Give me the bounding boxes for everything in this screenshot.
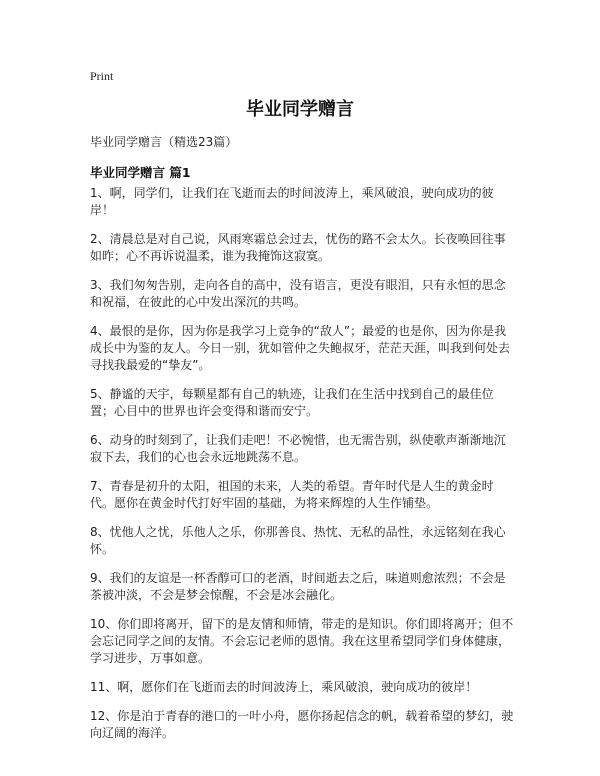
list-item: 3、我们匆匆告别，走向各自的高中，没有语言，更没有眼泪，只有永恒的思念和祝福，在彼此的心中发出深沉的共鸣。 [90, 278, 506, 309]
section-heading: 毕业同学赠言 篇1 [90, 165, 191, 180]
list-item: 5、静谧的天宇，每颗星都有自己的轨迹，让我们在生活中找到自己的最佳位置；心目中的世界也许会变得和谐而安宁。 [90, 387, 494, 418]
list-item: 10、你们即将离开，留下的是友情和师情，带走的是知识。你们即将离开；但不会忘记同学之间的友情。不会忘记老师的恩情。我在这里希望同学们身体健康，学习进步，万事如意。 [90, 617, 514, 665]
list-item: 4、最恨的是你，因为你是我学习上竞争的“敌人”；最爱的也是你，因为你是我成长中为鉴的友人。今日一别，犹如管仲之失鲍叔牙，茫茫天涯，叫我到何处去寻找我最爱的“挚友”。 [90, 324, 511, 372]
page-title: 毕业同学赠言 [246, 99, 354, 120]
list-item: 8、忧他人之忧，乐他人之乐，你那善良、热忱、无私的品性，永远铭刻在我心怀。 [90, 525, 506, 556]
document-subtitle: 毕业同学赠言（精选23篇） [90, 135, 238, 149]
print-link[interactable]: Print [90, 69, 114, 83]
list-item: 11、啊，愿你们在飞逝而去的时间波涛上，乘风破浪，驶向成功的彼岸！ [90, 680, 478, 694]
list-item: 6、动身的时刻到了，让我们走吧！不必惋惜，也无需告别，纵使歌声渐渐地沉寂下去，我们的心也会永远地跳荡不息。 [90, 433, 506, 464]
list-item: 12、你是泊于青春的港口的一叶小舟，愿你扬起信念的帆，载着希望的梦幻，驶向辽阔的海洋。 [90, 709, 514, 740]
list-item: 2、清晨总是对自己说，风雨寒霜总会过去，忧伤的路不会太久。长夜唤回往事如昨；心不再诉说温柔，谁为我掩饰这寂寞。 [90, 232, 506, 263]
message-list [90, 185, 515, 754]
list-item: 9、我们的友谊是一杯香醇可口的老酒，时间逝去之后，味道则愈浓烈；不会是茶被冲淡，不会是梦会惊醒，不会是冰会融化。 [90, 571, 506, 602]
list-item: 1、啊，同学们，让我们在飞逝而去的时间波涛上，乘风破浪，驶向成功的彼岸！ [90, 186, 494, 217]
list-item: 7、青春是初升的太阳，祖国的未来，人类的希望。青年时代是人生的黄金时代。愿你在黄金时代打好牢固的基础，为将来辉煌的人生作铺垫。 [90, 479, 494, 510]
